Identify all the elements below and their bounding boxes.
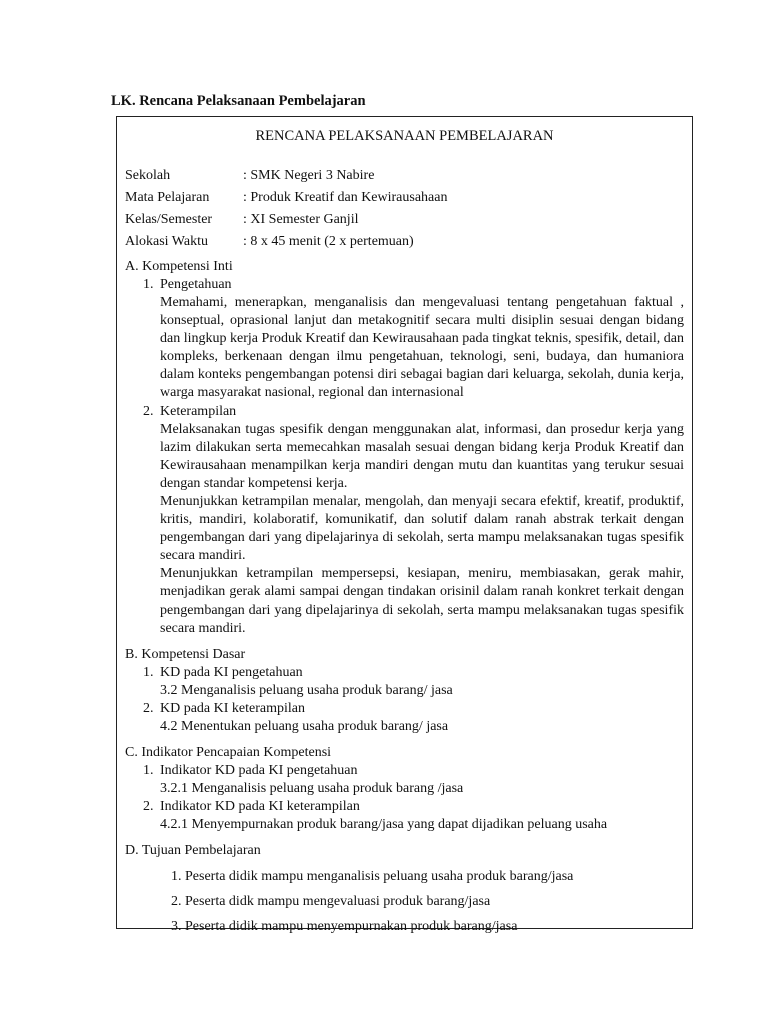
identity-value: : 8 x 45 menit (2 x pertemuan) bbox=[243, 234, 414, 249]
item-number: 1. bbox=[143, 762, 154, 778]
identity-row-sekolah bbox=[125, 165, 684, 187]
worksheet-heading: LK. Rencana Pelaksanaan Pembelajaran bbox=[111, 93, 366, 109]
item-number: 1. bbox=[143, 664, 154, 680]
section-d-title: D. Tujuan Pembelajaran bbox=[125, 842, 261, 858]
identity-value: : SMK Negeri 3 Nabire bbox=[243, 168, 375, 183]
tujuan-item: 1. Peserta didik mampu menganalisis peluang usaha produk barang/jasa bbox=[171, 868, 574, 884]
section-c-item-2 bbox=[125, 798, 684, 816]
item-label: Indikator KD pada KI pengetahuan bbox=[160, 762, 358, 778]
section-c-item-1 bbox=[125, 762, 684, 780]
identity-block bbox=[125, 165, 684, 253]
section-a-item-2 bbox=[125, 403, 684, 421]
indikator-keterampilan-line: 4.2.1 Menyempurnakan produk barang/jasa yang dapat dijadikan peluang usaha bbox=[160, 816, 608, 832]
section-a-title: A. Kompetensi Inti bbox=[125, 259, 233, 274]
section-a-item-1 bbox=[125, 276, 684, 294]
item-number: 2. bbox=[143, 700, 154, 716]
section-b-item-1 bbox=[125, 664, 684, 682]
rpp-document-frame bbox=[116, 116, 693, 934]
identity-row-alokasi-waktu bbox=[125, 231, 684, 253]
item-number: 2. bbox=[143, 403, 154, 419]
identity-row-kelas-semester bbox=[125, 209, 684, 231]
item-label: Pengetahuan bbox=[160, 277, 232, 292]
identity-label: Mata Pelajaran bbox=[125, 190, 210, 205]
tujuan-list bbox=[125, 864, 684, 939]
kd-keterampilan-line: 4.2 Menentukan peluang usaha produk barang/ jasa bbox=[160, 718, 449, 734]
rpp-content bbox=[125, 126, 684, 939]
identity-label: Kelas/Semester bbox=[125, 212, 213, 227]
tujuan-item: 2. Peserta didk mampu mengevaluasi produk barang/jasa bbox=[171, 893, 491, 909]
tujuan-item: 3. Peserta didik mampu menyempurnakan produk barang/jasa bbox=[171, 918, 518, 934]
item-label: KD pada KI pengetahuan bbox=[160, 664, 303, 680]
keterampilan-paragraph-3: Menunjukkan ketrampilan mempersepsi, kesiapan, meniru, membiasakan, gerak mahir, menjadikan gerak alami sampai dengan tindakan orisinil dalam ranah konkret terkait dengan pengembangan dari yang dipelajarinya di sekolah, serta mampu melaksanakan tugas spesifik secara mandiri. bbox=[160, 566, 684, 636]
section-b-item-2 bbox=[125, 700, 684, 718]
keterampilan-paragraph-2: Menunjukkan ketrampilan menalar, mengolah, dan menyaji secara efektif, kreatif, produktif, kritis, mandiri, kolaboratif, komunikatif, dan solutif dalam ranah abstrak terkait dengan pengembangan dari yang dipelajarinya di sekolah, serta mampu melaksanakan tugas spesifik secara mandiri. bbox=[160, 493, 684, 564]
identity-value: : Produk Kreatif dan Kewirausahaan bbox=[243, 190, 448, 205]
item-number: 1. bbox=[143, 277, 154, 292]
section-c-title: C. Indikator Pencapaian Kompetensi bbox=[125, 744, 332, 760]
identity-label: Sekolah bbox=[125, 168, 171, 183]
keterampilan-paragraph-1: Melaksanakan tugas spesifik dengan menggunakan alat, informasi, dan prosedur kerja yang lazim dilakukan serta memecahkan masalah sesuai dengan bidang kerja Produk Kreatif dan Kewirausahaan menampilkan kerja mandiri dengan mutu dan kuantitas yang terukur sesuai dengan standar kompetensi kerja. bbox=[160, 421, 684, 491]
document-title: RENCANA PELAKSANAAN PEMBELAJARAN bbox=[255, 128, 554, 144]
identity-value: : XI Semester Ganjil bbox=[243, 212, 359, 227]
item-number: 2. bbox=[143, 798, 154, 814]
indikator-pengetahuan-line: 3.2.1 Menganalisis peluang usaha produk barang /jasa bbox=[160, 780, 464, 796]
section-b-title: B. Kompetensi Dasar bbox=[125, 646, 246, 662]
kd-pengetahuan-line: 3.2 Menganalisis peluang usaha produk barang/ jasa bbox=[160, 682, 453, 698]
item-label: Keterampilan bbox=[160, 403, 237, 419]
item-label: Indikator KD pada KI keterampilan bbox=[160, 798, 360, 814]
item-label: KD pada KI keterampilan bbox=[160, 700, 305, 716]
identity-row-mata-pelajaran bbox=[125, 187, 684, 209]
pengetahuan-paragraph: Memahami, menerapkan, menganalisis dan mengevaluasi tentang pengetahuan faktual , konseptual, oprasional lanjut dan metakognitif secara multi disiplin sesuai dengan bidang dan lingkup kerja Produk Kreatif dan Kewirausahaan pada tingkat teknis, spesifik, detail, dan kompleks, berkenaan dengan ilmu pengetahuan, teknologi, seni, budaya, dan humaniora dalam konteks pengembangan potensi diri sebagai bagian dari keluarga, sekolah, dunia kerja, warga masyarakat nasional, regional dan internasional bbox=[160, 295, 684, 401]
identity-label: Alokasi Waktu bbox=[125, 234, 208, 249]
